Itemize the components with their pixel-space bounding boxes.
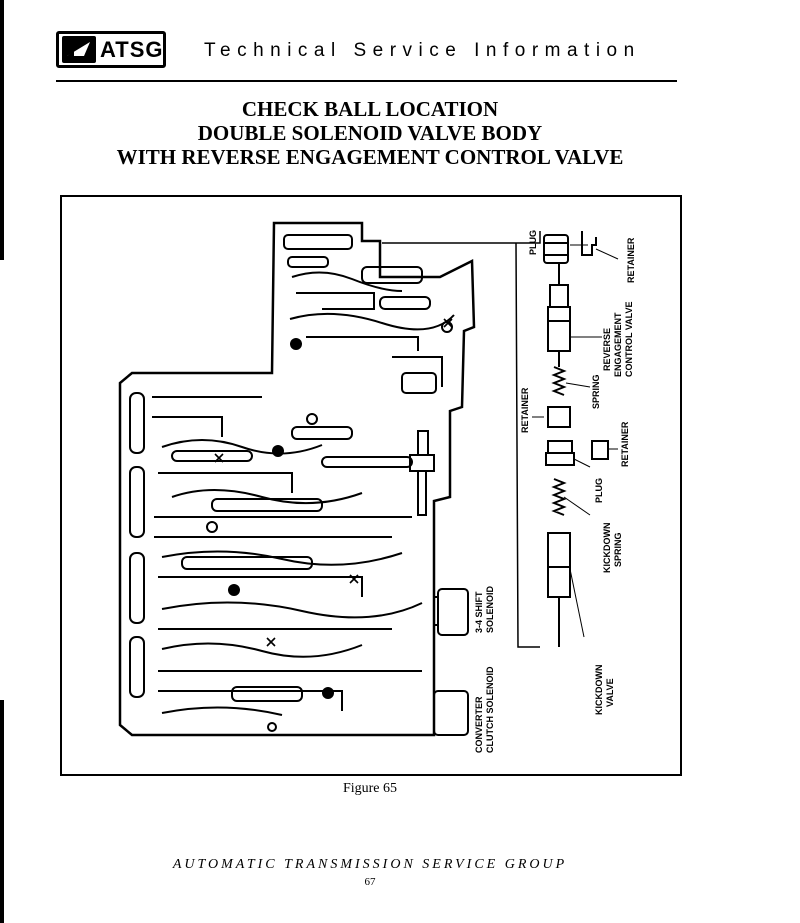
label-plug-top: PLUG (528, 229, 538, 255)
label-reverse-engagement-line3: CONTROL VALVE (624, 301, 634, 377)
label-converter-clutch-line2: CLUTCH SOLENOID (485, 666, 495, 753)
binding-margin-line (0, 700, 4, 923)
title-line: CHECK BALL LOCATION (241, 97, 499, 121)
valve-body-diagram (62, 197, 680, 774)
page-title (0, 97, 740, 169)
title-line: WITH REVERSE ENGAGEMENT CONTROL VALVE (116, 145, 624, 169)
logo-text: ATSG (100, 36, 164, 62)
label-retainer-right: RETAINER (620, 421, 630, 467)
label-kickdown-valve-line2: VALVE (605, 678, 615, 707)
label-spring-top: SPRING (591, 374, 601, 409)
page-number: 67 (364, 876, 376, 888)
label-reverse-engagement-line2: ENGAGEMENT (613, 312, 623, 377)
title-line: DOUBLE SOLENOID VALVE BODY (197, 121, 543, 145)
label-3-4-shift-solenoid-line1: 3-4 SHIFT (474, 591, 484, 633)
label-retainer-left: RETAINER (520, 387, 530, 433)
logo-emblem-icon (62, 36, 96, 63)
label-3-4-shift-solenoid-line2: SOLENOID (485, 585, 495, 633)
label-kickdown-valve-line1: KICKDOWN (594, 664, 604, 715)
label-plug-mid: PLUG (594, 477, 604, 503)
atsg-logo (56, 31, 166, 68)
label-kickdown-spring-line1: KICKDOWN (602, 522, 612, 573)
footer-organization: AUTOMATIC TRANSMISSION SERVICE GROUP (172, 857, 568, 872)
figure-frame (60, 195, 682, 776)
header-title: Technical Service Information (204, 40, 641, 61)
label-retainer-top: RETAINER (626, 237, 636, 283)
label-kickdown-spring-line2: SPRING (613, 532, 623, 567)
figure-caption: Figure 65 (342, 781, 398, 796)
header-divider (56, 80, 677, 82)
label-reverse-engagement-line1: REVERSE (602, 327, 612, 371)
label-converter-clutch-line1: CONVERTER (474, 696, 484, 753)
